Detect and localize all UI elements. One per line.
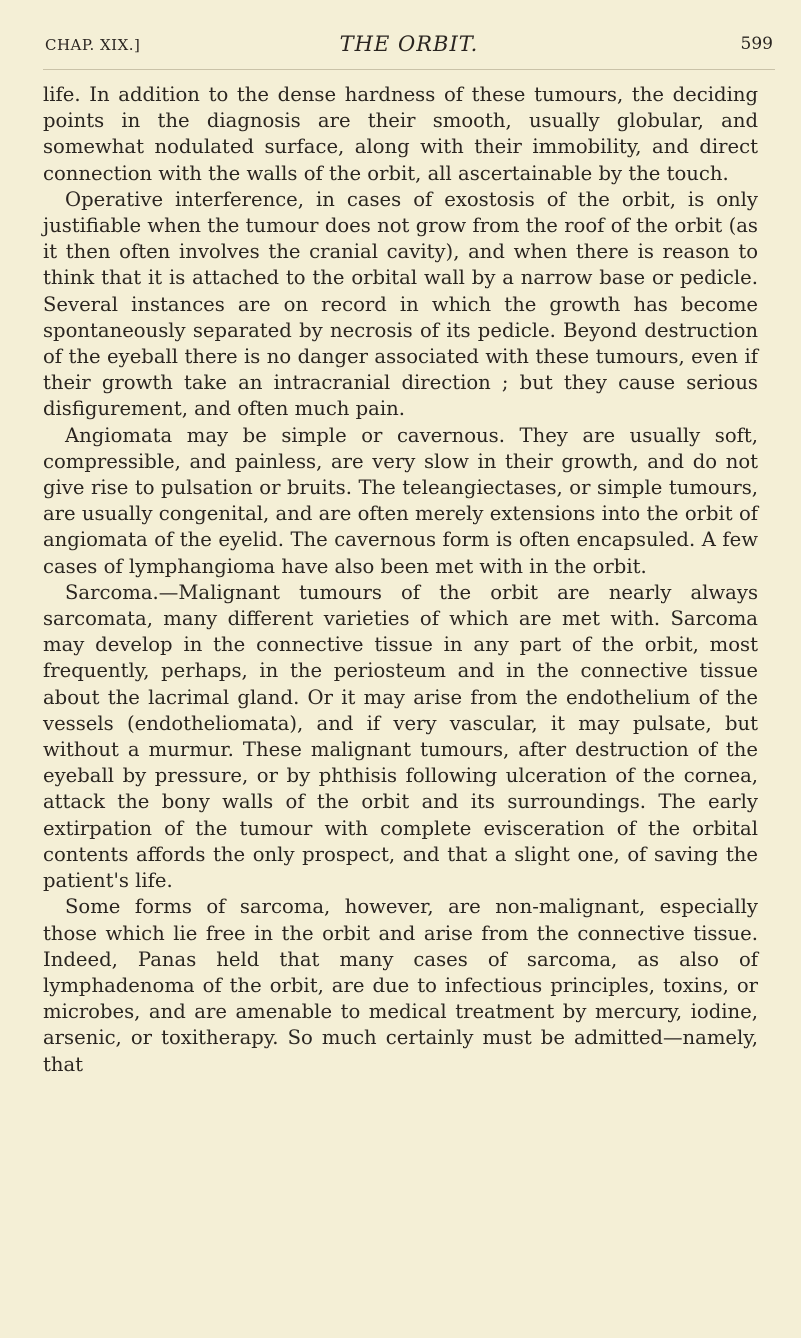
body-text	[43, 82, 758, 1078]
paragraph-non-malignant-sarcoma: Some forms of sarcoma, however, are non-malignant, especially those which lie free in the orbit and arise from the connective tissue. Indeed, Panas held that many cases of sarcoma, as also of lymphadenoma of the orbit, are due to infectious principles, toxins, or microbes, and are amenable to medical treatment by mercury, iodine, arsenic, or toxitherapy. So much certainly must be admitted—namely, that	[43, 895, 758, 1076]
paragraph-angiomata: Angiomata may be simple or cavernous. They are usually soft, compressible, and painless, are very slow in their growth, and do not give rise to pulsation or bruits. The teleangiectases, or simple tumours, are usually congenital, and are often merely extensions into the orbit of angiomata of the eyelid. The cavernous form is often encapsuled. A few cases of lymphangioma have also been met with in the orbit.	[43, 423, 758, 578]
running-title: THE ORBIT.	[339, 32, 479, 56]
page-number: 599	[740, 34, 773, 54]
paragraph-continuation: life. In addition to the dense hardness of these tumours, the deciding points in the diagnosis are their smooth, usually globular, and somewhat nodulated surface, along with their immobility, and direct connection with the walls of the orbit, all ascertainable by the touch.	[43, 83, 758, 185]
running-header	[43, 0, 775, 70]
paragraph-operative-interference: Operative interference, in cases of exostosis of the orbit, is only justifiable when the tumour does not grow from the roof of the orbit (as it then often involves the cranial cavity), and when there is reason to think that it is attached to the orbital wall by a narrow base or pedicle. Several instances are on record in which the growth has become spontaneously separated by necrosis of its pedicle. Beyond destruction of the eyeball there is no danger associated with these tumours, even if their growth take an intracranial direction ; but they cause serious disfigurement, and often much pain.	[43, 187, 758, 421]
chapter-label: CHAP. XIX.]	[45, 36, 141, 54]
paragraph-sarcoma: Sarcoma.—Malignant tumours of the orbit are nearly always sarcomata, many different varieties of which are met with. Sarcoma may develop in the connective tissue in any part of the orbit, most frequently, perhaps, in the periosteum and in the connective tissue about the lacrimal gland. Or it may arise from the endothelium of the vessels (endotheliomata), and if very vascular, it may pulsate, but without a murmur. These malignant tumours, after destruction of the eyeball by pressure, or by phthisis following ulceration of the cornea, attack the bony walls of the orbit and its surroundings. The early extirpation of the tumour with complete evisceration of the orbital contents affords the only prospect, and that a slight one, of saving the patient's life.	[43, 580, 758, 893]
